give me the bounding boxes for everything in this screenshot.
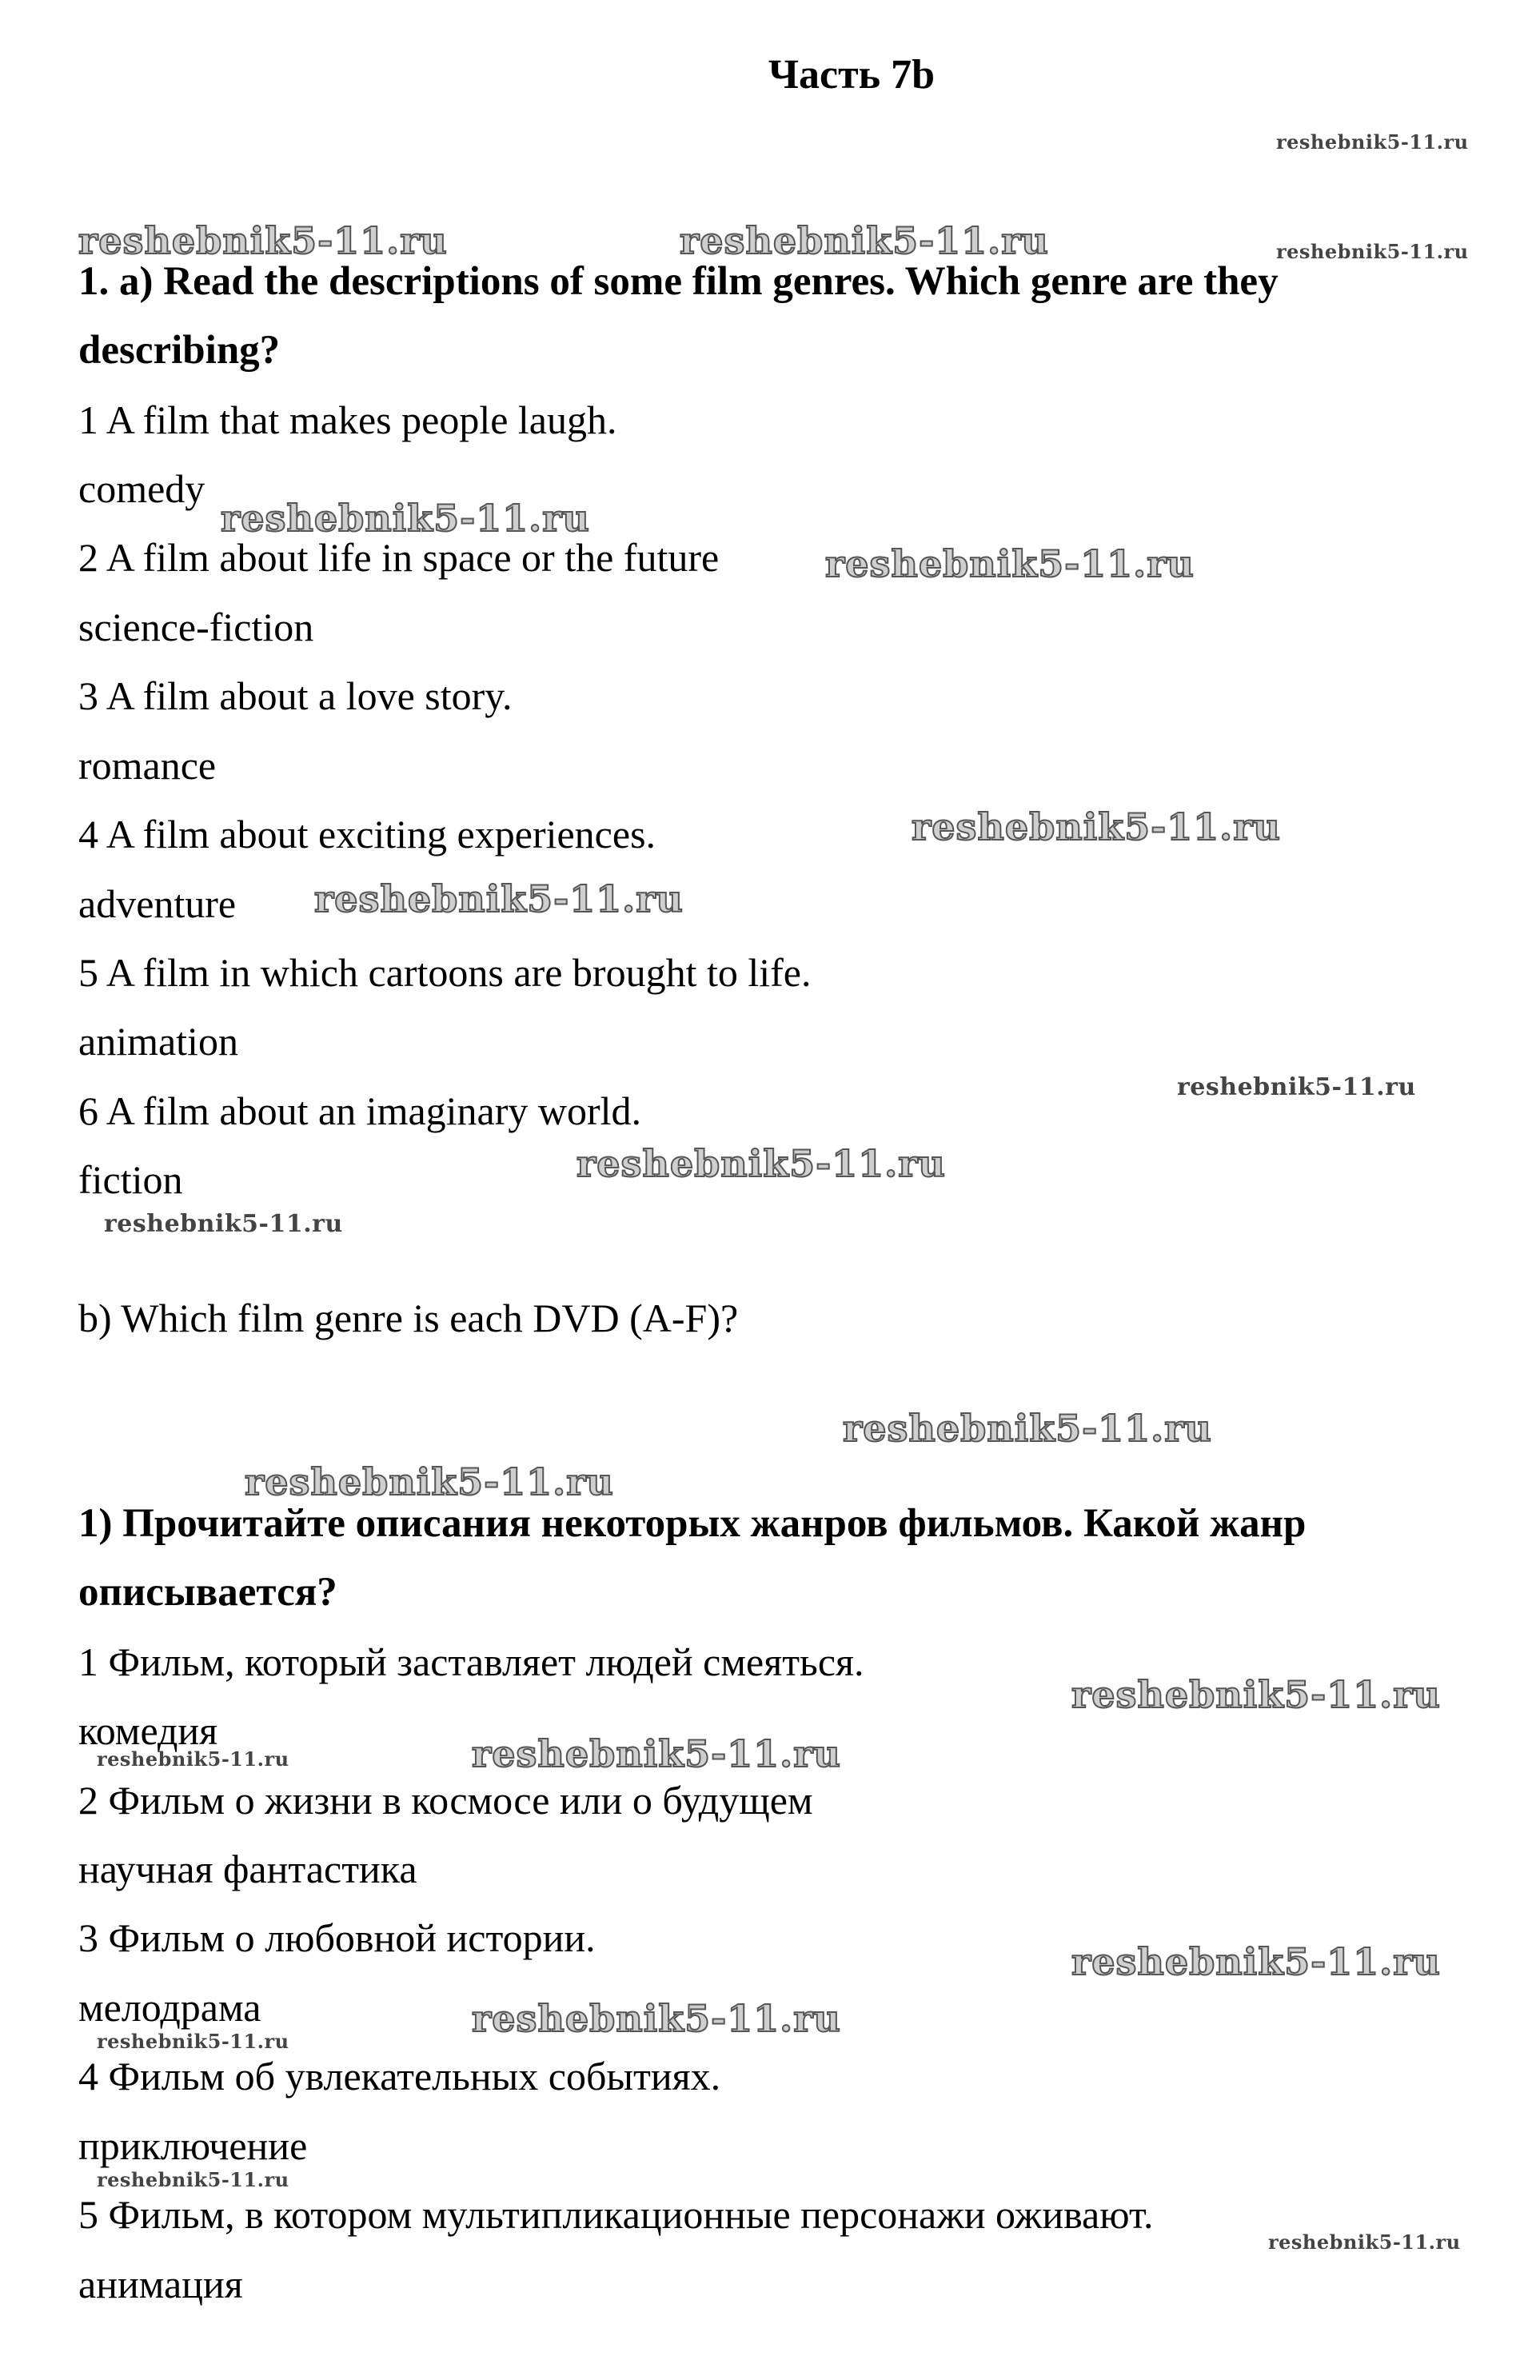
english-item-1-description: 1 A film that makes people laugh.	[78, 397, 617, 442]
english-item-3-answer: romance	[78, 743, 217, 788]
english-item-5-answer: animation	[78, 1019, 238, 1064]
russian-item-3-answer: мелодрама	[78, 1985, 261, 2030]
russian-item-2-answer: научная фантастика	[78, 1847, 417, 1891]
english-item-4-description: 4 A film about exciting experiences.	[78, 812, 656, 857]
english-item-4-answer: adventure	[78, 881, 237, 926]
watermark: reshebnik5-11.ru	[97, 1747, 289, 1771]
russian-item-4-answer: приключение	[78, 2123, 308, 2168]
english-heading-line-2: describing?	[78, 328, 281, 373]
page-title: Часть 7b	[768, 52, 936, 98]
russian-item-1-answer: комедия	[78, 1708, 218, 1753]
watermark: reshebnik5-11.ru	[221, 497, 590, 540]
english-item-1-answer: comedy	[78, 466, 205, 511]
russian-item-1-description: 1 Фильм, который заставляет людей смеяться.	[78, 1639, 864, 1684]
watermark: reshebnik5-11.ru	[577, 1142, 946, 1185]
watermark: reshebnik5-11.ru	[1177, 1073, 1416, 1101]
russian-item-4-description: 4 Фильм об увлекательных событиях.	[78, 2054, 721, 2098]
watermark: reshebnik5-11.ru	[472, 1732, 841, 1775]
watermark: reshebnik5-11.ru	[1268, 2230, 1461, 2254]
english-item-2-description: 2 A film about life in space or the future	[78, 535, 720, 580]
watermark: reshebnik5-11.ru	[912, 805, 1281, 849]
watermark: reshebnik5-11.ru	[472, 1997, 841, 2040]
watermark: reshebnik5-11.ru	[1276, 130, 1469, 154]
watermark: reshebnik5-11.ru	[843, 1407, 1212, 1450]
watermark: reshebnik5-11.ru	[1276, 240, 1469, 263]
english-item-2-answer: science-fiction	[78, 605, 314, 649]
watermark: reshebnik5-11.ru	[825, 542, 1195, 585]
question-b: b) Which film genre is each DVD (A-F)?	[78, 1296, 739, 1340]
english-heading-line-1: 1. a) Read the descriptions of some film genres. Which genre are they	[78, 259, 1279, 304]
english-item-3-description: 3 A film about a love story.	[78, 673, 513, 718]
watermark: reshebnik5-11.ru	[245, 1460, 614, 1503]
english-item-6-answer: fiction	[78, 1157, 183, 1202]
russian-item-5-answer: анимация	[78, 2262, 243, 2306]
russian-heading-line-1: 1) Прочитайте описания некоторых жанров фильмов. Какой жанр	[78, 1501, 1307, 1546]
russian-item-5-description: 5 Фильм, в котором мультипликационные персонажи оживают.	[78, 2192, 1154, 2237]
watermark: reshebnik5-11.ru	[97, 2168, 289, 2191]
watermark: reshebnik5-11.ru	[1071, 1940, 1441, 1983]
english-item-6-description: 6 A film about an imaginary world.	[78, 1088, 642, 1133]
russian-item-2-description: 2 Фильм о жизни в космосе или о будущем	[78, 1778, 813, 1823]
russian-heading-line-2: описывается?	[78, 1570, 337, 1615]
watermark: reshebnik5-11.ru	[1071, 1673, 1441, 1716]
watermark: reshebnik5-11.ru	[314, 877, 684, 920]
watermark: reshebnik5-11.ru	[104, 1210, 343, 1238]
watermark: reshebnik5-11.ru	[680, 219, 1049, 262]
russian-item-3-description: 3 Фильм о любовной истории.	[78, 1915, 596, 1960]
watermark: reshebnik5-11.ru	[78, 219, 448, 262]
english-item-5-description: 5 A film in which cartoons are brought to life.	[78, 950, 812, 995]
watermark: reshebnik5-11.ru	[97, 2030, 289, 2053]
